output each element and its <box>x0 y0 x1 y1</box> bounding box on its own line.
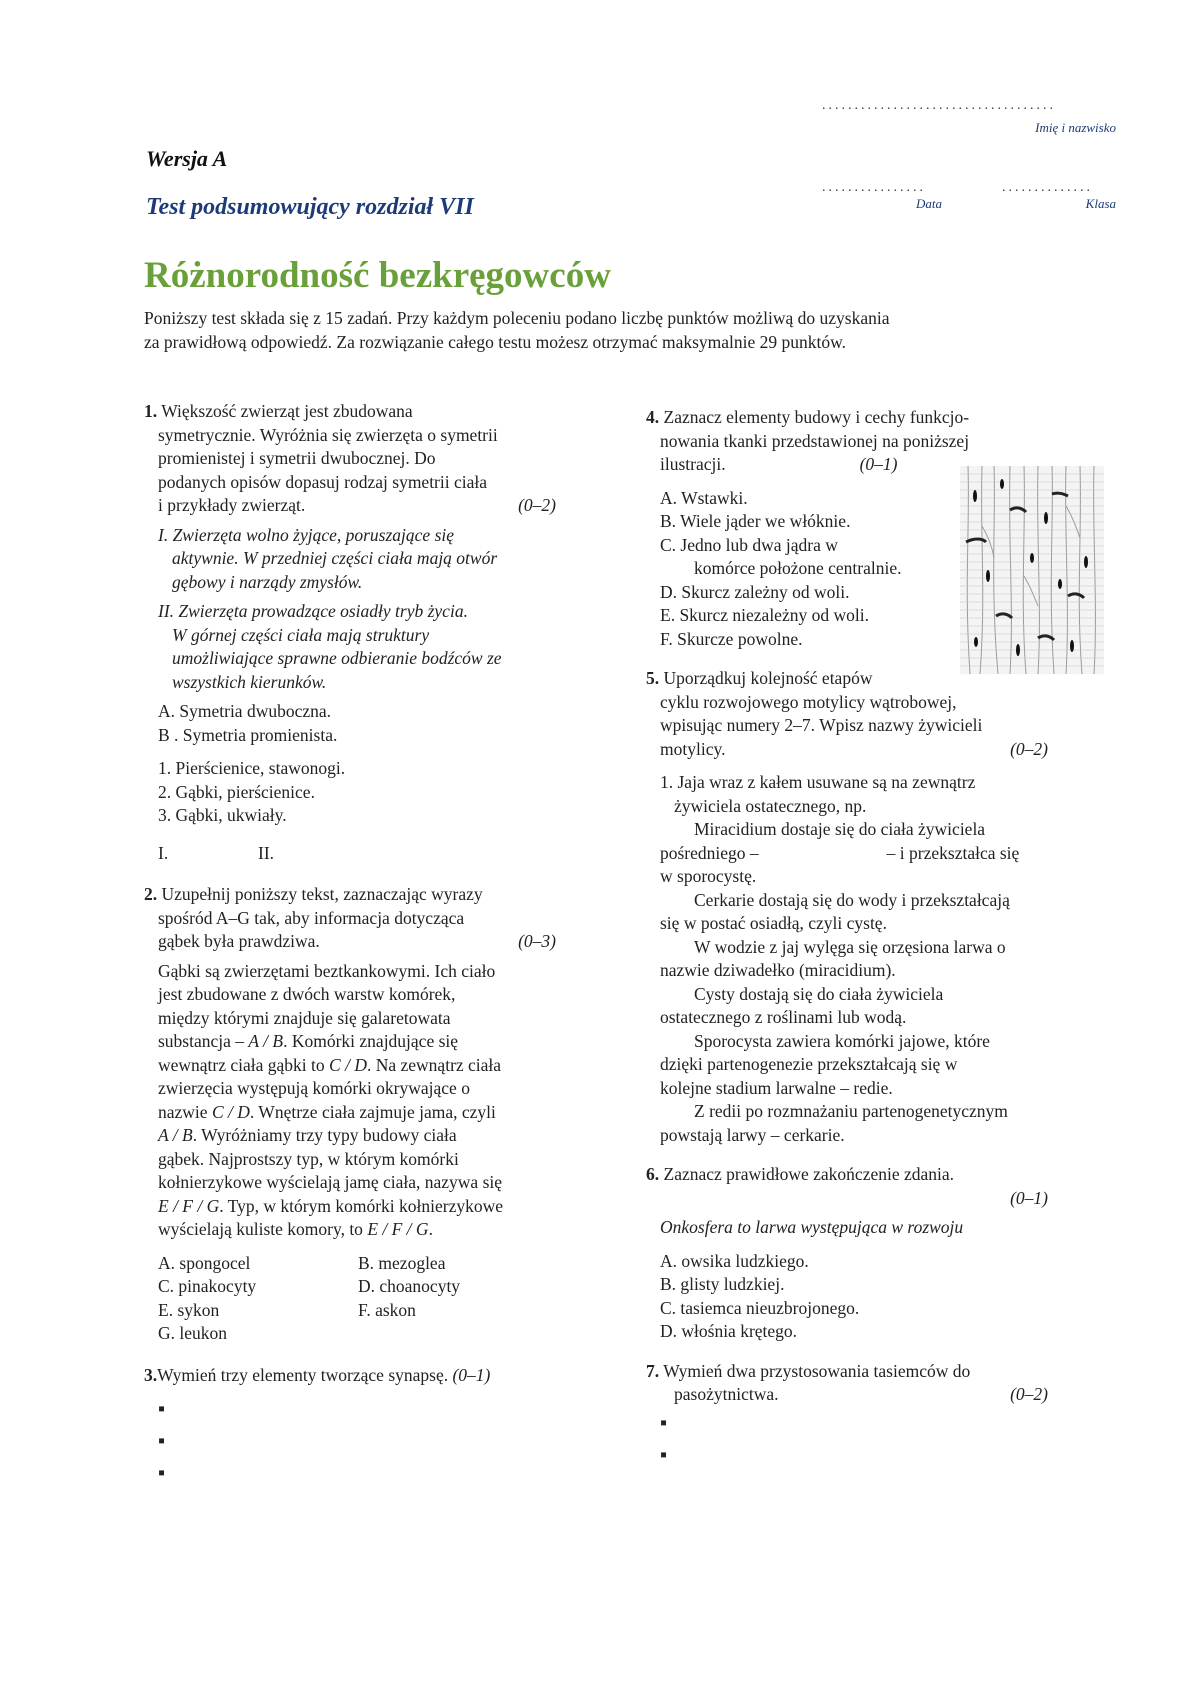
stage-4[interactable] <box>646 936 1076 983</box>
question-text: gąbek była prawdziwa. <box>158 931 320 951</box>
points: (0–2) <box>518 495 556 515</box>
question-text: pasożytnictwa. <box>674 1384 779 1404</box>
choice-ab[interactable]: A / B <box>248 1031 284 1051</box>
question-number: 7. <box>646 1360 660 1381</box>
question-number: 4. <box>646 407 660 427</box>
desc-line: gębowy i narządy zmysłów. <box>172 571 363 592</box>
page-title: Różnorodność bezkręgowców <box>144 255 611 296</box>
stage-line: powstają larwy – cerkarie. <box>660 1124 845 1145</box>
paragraph-line: zwierzęcia występują komórki okrywające o <box>158 1078 470 1098</box>
stage-line: Z redii po rozmnażaniu partenogenetycznym <box>694 1101 1008 1121</box>
question-text: Uzupełnij poniższy tekst, zaznaczając wyrazy <box>161 884 483 904</box>
paragraph-line <box>158 1101 564 1125</box>
option-f[interactable]: F. askon <box>358 1299 416 1320</box>
stage-line: nazwie dziwadełko (miracidium). <box>660 960 896 980</box>
stage-line <box>660 842 1076 866</box>
left-column <box>144 400 564 1489</box>
stage-1 <box>646 771 1076 818</box>
stage-line: dzięki partenogenezie przekształcają się w <box>660 1054 958 1074</box>
stage-line: 1. Jaja wraz z kałem usuwane są na zewnątrz <box>660 772 976 792</box>
option-c-line: C. Jedno lub dwa jądra w <box>660 534 838 555</box>
stage-line: W wodzie z jaj wylęga się orzęsiona larwa o <box>694 936 1006 957</box>
paragraph-line: jest zbudowane z dwóch warstw komórek, <box>158 984 456 1004</box>
paragraph-line: między którymi znajduje się galaretowata <box>158 1007 451 1028</box>
question-text: Uporządkuj kolejność etapów <box>663 668 873 688</box>
question-text: Wymień dwa przystosowania tasiemców do <box>663 1360 971 1381</box>
question-text: motylicy. <box>660 738 726 759</box>
intro <box>144 306 1104 354</box>
option-e[interactable]: E. sykon <box>158 1299 220 1320</box>
question-number: 3. <box>144 1364 158 1385</box>
stage-line: Cerkarie dostają się do wody i przekształcają <box>694 889 1010 910</box>
answer-I[interactable]: I. <box>158 842 169 863</box>
points: (0–1) <box>859 454 898 474</box>
paragraph-line: gąbek. Najprostszy typ, w którym komórki <box>158 1148 459 1169</box>
points: (0–1) <box>1010 1187 1048 1208</box>
option-d[interactable]: D. włośnia krętego. <box>660 1321 798 1341</box>
question-7 <box>646 1360 1076 1471</box>
cardiac-muscle-tissue-illustration <box>960 466 1104 674</box>
points: (0–1) <box>452 1364 491 1385</box>
text: . Wyróżniamy trzy typy budowy ciała <box>192 1125 457 1145</box>
paragraph-line: Gąbki są zwierzętami beztkankowymi. Ich ciało <box>158 960 496 981</box>
option-b[interactable]: B. Wiele jąder we włóknie. <box>660 511 851 531</box>
description-I <box>144 524 564 595</box>
question-2 <box>144 883 564 1346</box>
paragraph-line: kołnierzykowe wyścielają jamę ciała, nazywa się <box>158 1172 503 1192</box>
stage-line: Miracidium dostaje się do ciała żywiciela <box>694 819 986 839</box>
points: (0–2) <box>1010 738 1048 759</box>
option-a[interactable]: A. spongocel <box>158 1252 251 1273</box>
date-dots[interactable]: ................ <box>822 180 926 195</box>
question-text: symetrycznie. Wyróżnia się zwierzęta o symetrii <box>158 424 498 445</box>
option-c[interactable]: C. tasiemca nieuzbrojonego. <box>660 1297 860 1318</box>
text: substancja – <box>158 1031 249 1051</box>
question-3 <box>144 1364 564 1490</box>
question-text: podanych opisów dopasuj rodzaj symetrii ciała <box>158 471 488 492</box>
option-e[interactable]: E. Skurcz niezależny od woli. <box>660 605 869 625</box>
points: (0–2) <box>1010 1384 1048 1404</box>
stage-line: kolejne stadium larwalne – redie. <box>660 1077 893 1098</box>
question-text: Zaznacz prawidłowe zakończenie zdania. <box>663 1164 955 1184</box>
question-stem: Onkosfera to larwa występująca w rozwoju <box>660 1217 964 1237</box>
answer-bullet[interactable]: ▪ <box>158 1462 166 1484</box>
question-text: promienistej i symetrii dwubocznej. Do <box>158 448 436 468</box>
question-text: spośród A–G tak, aby informacja dotycząca <box>158 907 465 928</box>
question-text: Zaznacz elementy budowy i cechy funkcjo- <box>663 407 970 427</box>
text: wyścielają kuliste komory, to <box>158 1219 368 1239</box>
desc-line: I. Zwierzęta wolno żyjące, poruszające się <box>158 524 455 545</box>
question-text: wpisując numery 2–7. Wpisz nazwy żywicieli <box>660 715 983 735</box>
choice-efg[interactable]: E / F / G <box>158 1195 220 1216</box>
question-text: Wymień trzy elementy tworzące synapsę. <box>157 1364 449 1385</box>
text: – i przekształca się <box>886 842 1020 863</box>
answer-bullet[interactable]: ▪ <box>158 1398 166 1420</box>
description-II <box>144 600 564 694</box>
stage-7[interactable] <box>646 1100 1076 1147</box>
option-d[interactable]: D. Skurcz zależny od woli. <box>660 581 850 602</box>
question-1 <box>144 400 564 865</box>
class-dots[interactable]: .............. <box>1002 180 1093 195</box>
name-dots[interactable]: .................................... <box>822 98 1056 113</box>
answer-bullet[interactable]: ▪ <box>660 1411 668 1434</box>
class-label: Klasa <box>1085 196 1116 211</box>
choice-cd[interactable]: C / D <box>211 1101 250 1122</box>
text: wewnątrz ciała gąbki to <box>158 1054 330 1075</box>
desc-line: umożliwiające sprawne odbieranie bodźców ze <box>172 648 502 668</box>
question-text: i przykłady zwierząt. <box>158 495 306 515</box>
text: . Komórki znajdujące się <box>283 1031 459 1051</box>
option-a[interactable]: A. owsika ludzkiego. <box>660 1250 809 1271</box>
intro-line: za prawidłową odpowiedź. Za rozwiązanie całego testu możesz otrzymać maksymalnie 29 punktów. <box>144 332 847 352</box>
question-number: 6. <box>646 1164 660 1184</box>
option-f[interactable]: F. Skurcze powolne. <box>660 628 803 649</box>
question-text: nowania tkanki przedstawionej na poniższej <box>660 430 970 451</box>
paragraph-line <box>158 1030 564 1054</box>
text: pośredniego – <box>660 842 759 863</box>
option-a[interactable]: A. Symetria dwuboczna. <box>158 701 332 721</box>
stage-line: ostatecznego z roślinami lub wodą. <box>660 1007 907 1027</box>
points: (0–3) <box>518 931 556 951</box>
date-label: Data <box>916 196 942 211</box>
text: . Typ, w którym komórki kołnierzykowe <box>219 1195 504 1216</box>
question-text: Większość zwierząt jest zbudowana <box>161 401 413 421</box>
test-title: Test podsumowujący rozdział VII <box>146 194 474 220</box>
cloze-paragraph <box>144 960 564 1242</box>
question-number: 5. <box>646 668 660 688</box>
option-a[interactable]: A. Wstawki. <box>660 487 748 508</box>
question-text: ilustracji. <box>660 454 726 474</box>
answer-bullet[interactable]: ▪ <box>158 1430 166 1452</box>
intro-line: Poniższy test składa się z 15 zadań. Przy każdym poleceniu podano liczbę punktów możliwą do uzyskania <box>144 308 890 328</box>
question-number: 1. <box>144 401 158 421</box>
version-label: Wersja A <box>146 146 228 171</box>
stage-line: się w postać osiadłą, czyli cystę. <box>660 913 887 933</box>
stage-3[interactable] <box>646 889 1076 936</box>
choice-ab[interactable]: A / B <box>158 1125 193 1145</box>
text: nazwie <box>158 1101 212 1122</box>
option-b[interactable]: B. glisty ludzkiej. <box>660 1274 785 1294</box>
example-2[interactable]: 2. Gąbki, pierścienice. <box>158 781 315 802</box>
option-b[interactable]: B . Symetria promienista. <box>158 724 338 745</box>
option-d[interactable]: D. choanocyty <box>358 1276 461 1296</box>
stage-line: Sporocysta zawiera komórki jajowe, które <box>694 1030 990 1051</box>
example-3[interactable]: 3. Gąbki, ukwiały. <box>158 805 287 825</box>
question-6 <box>646 1163 1076 1344</box>
answer-II[interactable]: II. <box>258 842 275 863</box>
example-1[interactable]: 1. Pierścienice, stawonogi. <box>158 758 346 778</box>
answer-bullet[interactable]: ▪ <box>660 1443 668 1466</box>
stage-line: żywiciela ostatecznego, np. <box>674 795 867 816</box>
paragraph-line <box>158 1195 564 1219</box>
option-c-line: komórce położone centralnie. <box>694 558 902 578</box>
stage-5[interactable] <box>646 983 1076 1030</box>
stage-line: Cysty dostają się do ciała żywiciela <box>694 983 944 1004</box>
stage-line: w sporocystę. <box>660 866 757 886</box>
question-5 <box>646 667 1076 1147</box>
option-c[interactable]: C. pinakocyty <box>158 1276 257 1296</box>
paragraph-line <box>158 1124 564 1148</box>
desc-line: W górnej części ciała mają struktury <box>172 624 430 645</box>
paragraph-line <box>158 1218 564 1242</box>
paragraph-line <box>158 1054 564 1078</box>
desc-line: wszystkich kierunków. <box>172 671 327 692</box>
question-text: cyklu rozwojowego motylicy wątrobowej, <box>660 691 957 712</box>
text: . <box>428 1219 433 1239</box>
name-label: Imię i nazwisko <box>1035 120 1116 135</box>
text: . Na zewnątrz ciała <box>366 1054 502 1075</box>
choice-efg[interactable]: E / F / G <box>367 1219 429 1239</box>
option-b[interactable]: B. mezoglea <box>358 1252 446 1273</box>
desc-line: II. Zwierzęta prowadzące osiadły tryb życia. <box>158 601 468 621</box>
choice-cd[interactable]: C / D <box>329 1054 367 1075</box>
stage-2[interactable] <box>646 818 1076 889</box>
text: . Wnętrze ciała zajmuje jama, czyli <box>249 1101 496 1122</box>
options-grid <box>144 1252 564 1346</box>
desc-line: aktywnie. W przedniej części ciała mają otwór <box>172 548 498 568</box>
question-number: 2. <box>144 884 158 904</box>
stage-6[interactable] <box>646 1030 1076 1101</box>
option-g[interactable]: G. leukon <box>158 1323 228 1343</box>
